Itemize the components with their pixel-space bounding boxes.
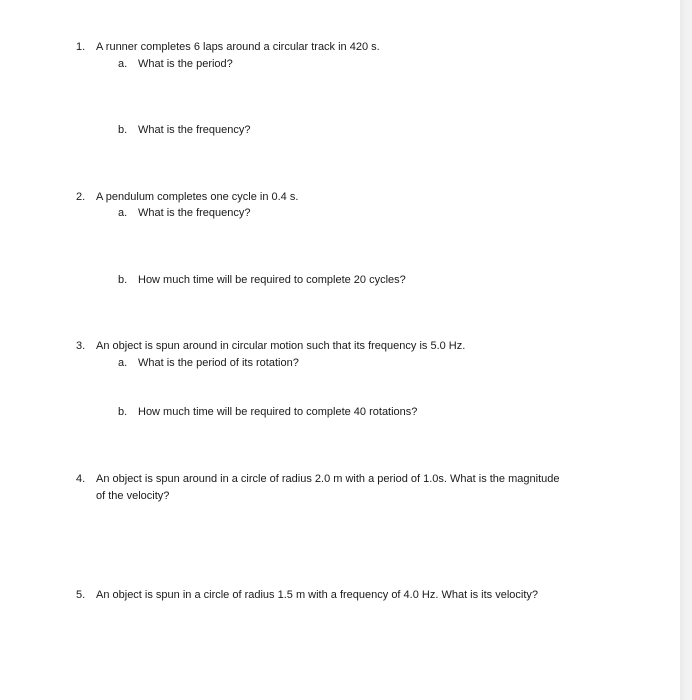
part-label: b. — [118, 406, 128, 418]
part-text: How much time will be required to complete 20 cycles? — [138, 274, 406, 286]
part-label: b. — [118, 124, 128, 136]
question-text-line-2: of the velocity? — [96, 490, 170, 502]
question-number: 1. — [76, 41, 86, 53]
part-label: a. — [118, 58, 128, 70]
page-edge-shadow — [680, 0, 692, 700]
part-label: b. — [118, 274, 128, 286]
part-text: What is the frequency? — [138, 124, 251, 136]
question-text-line-1: An object is spun around in a circle of radius 2.0 m with a period of 1.0s. What is the magnitude — [96, 473, 560, 485]
part-text: What is the frequency? — [138, 207, 251, 219]
part-text: What is the period of its rotation? — [138, 357, 299, 369]
question-number: 5. — [76, 589, 86, 601]
question-number: 2. — [76, 191, 86, 203]
question-text: An object is spun in a circle of radius 1.5 m with a frequency of 4.0 Hz. What is its velocity? — [96, 589, 539, 601]
part-text: How much time will be required to complete 40 rotations? — [138, 406, 418, 418]
question-text: A pendulum completes one cycle in 0.4 s. — [96, 191, 299, 203]
part-label: a. — [118, 207, 128, 219]
question-number: 3. — [76, 340, 86, 352]
question-number: 4. — [76, 473, 86, 485]
part-text: What is the period? — [138, 58, 233, 70]
question-text: A runner completes 6 laps around a circular track in 420 s. — [96, 41, 380, 53]
part-label: a. — [118, 357, 128, 369]
question-text: An object is spun around in circular motion such that its frequency is 5.0 Hz. — [96, 340, 466, 352]
